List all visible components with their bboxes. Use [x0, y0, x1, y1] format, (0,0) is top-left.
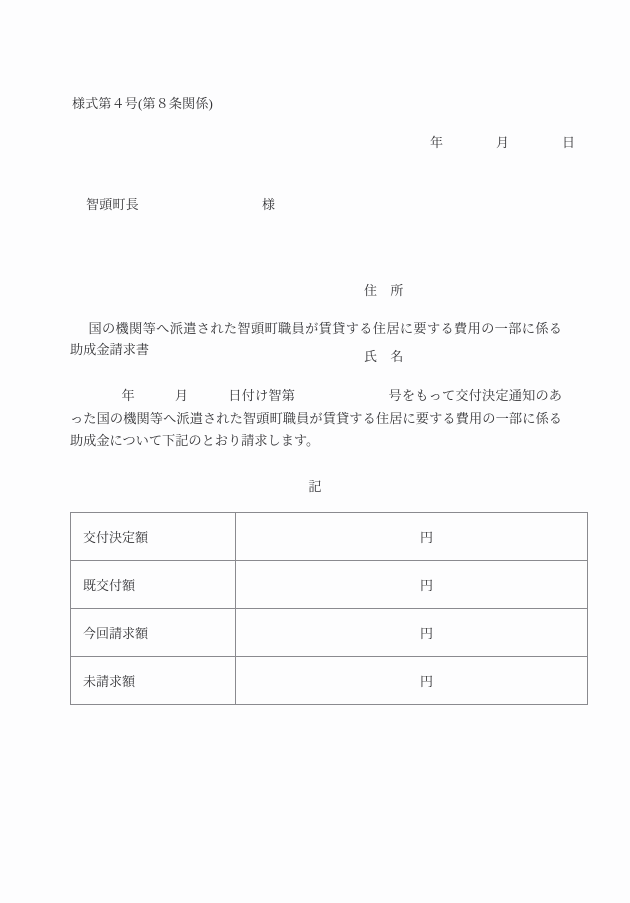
row-label-unrequested: 未請求額 — [71, 657, 236, 705]
table-row — [71, 657, 588, 705]
date-line: 年 月 日 — [430, 135, 576, 150]
ki-marker: 記 — [308, 479, 322, 494]
row-label-current-request: 今回請求額 — [71, 609, 236, 657]
row-label-already-paid: 既交付額 — [71, 561, 236, 609]
addressee-honorific: 様 — [262, 197, 276, 212]
row-value-current-request[interactable]: 円 — [236, 609, 588, 657]
addressee-name: 智頭町長 — [86, 197, 139, 212]
sender-name-label: 氏 名 — [364, 349, 404, 364]
amount-table — [70, 512, 588, 705]
table-row — [71, 561, 588, 609]
form-number: 様式第４号(第８条関係) — [72, 96, 214, 111]
request-body-paragraph: 年 月 日付け智第 号をもって交付決定通知のあった国の機関等へ派遣された智頭町職員が賃貸する住居に要する費用の一部に係る助成金について下記のとおり請求します。 — [70, 388, 562, 448]
row-label-grant-decision: 交付決定額 — [71, 513, 236, 561]
table-row — [71, 609, 588, 657]
row-value-grant-decision[interactable]: 円 — [236, 513, 588, 561]
amount-table-body — [71, 513, 588, 705]
document-title: 国の機関等へ派遣された智頭町職員が賃貸する住居に要する費用の一部に係る助成金請求書 — [70, 321, 562, 357]
table-row — [71, 513, 588, 561]
row-value-unrequested[interactable]: 円 — [236, 657, 588, 705]
sender-address-label: 住 所 — [364, 283, 404, 298]
row-value-already-paid[interactable]: 円 — [236, 561, 588, 609]
